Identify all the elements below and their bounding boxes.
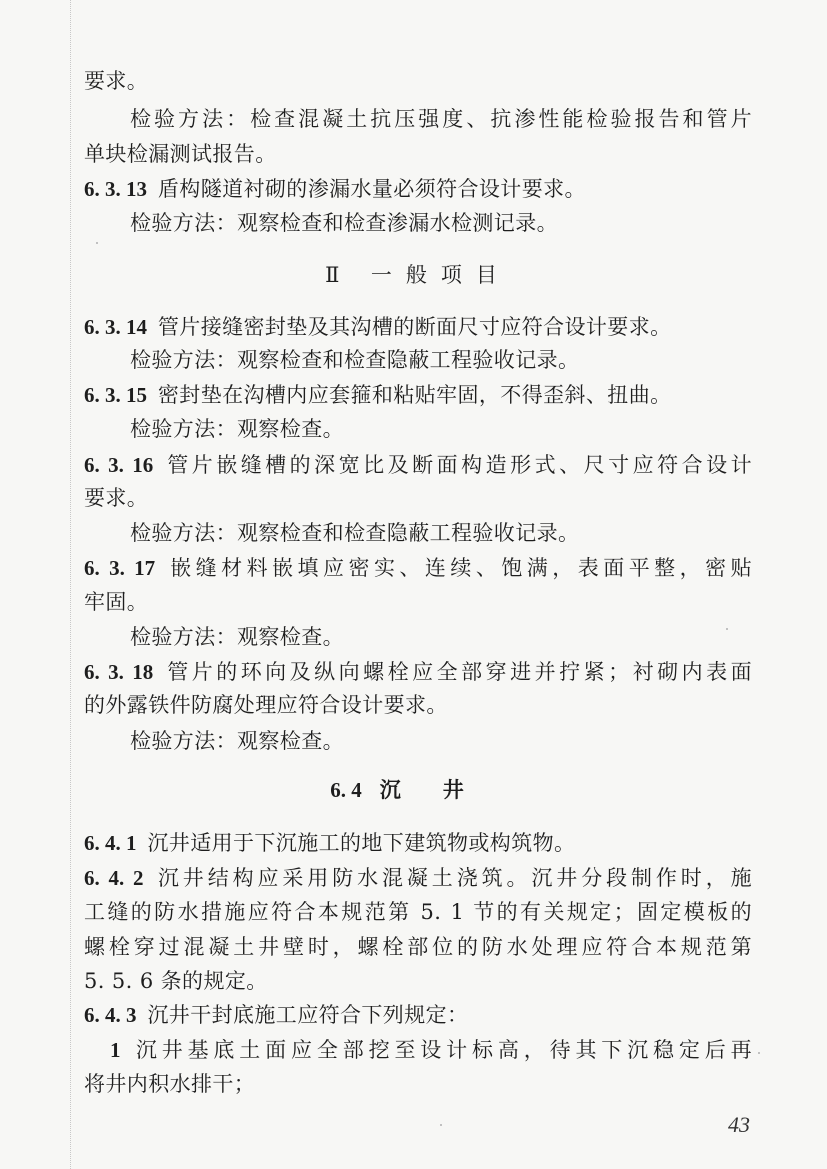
subsection-title: 一般项目	[370, 263, 511, 287]
subsection-heading	[84, 260, 752, 290]
page-number: 43	[728, 1112, 750, 1137]
line-text: 要求。	[84, 69, 149, 93]
binding-edge	[70, 0, 75, 1169]
text-line	[84, 139, 752, 169]
clause-number: 6. 4. 1	[84, 831, 137, 855]
text-line	[84, 897, 752, 927]
clause-text: 沉井干封底施工应符合下列规定：	[147, 1003, 469, 1027]
line-text: 螺栓穿过混凝土井壁时，螺栓部位的防水处理应符合本规范第	[84, 935, 752, 959]
section-title: 沉井	[379, 777, 506, 802]
scan-speck	[440, 1124, 442, 1126]
line-text: 要求。	[84, 486, 149, 510]
line-text: 检验方法：观察检查。	[130, 729, 344, 753]
text-line	[84, 587, 752, 617]
subsection-roman: Ⅱ	[325, 263, 340, 287]
item-text: 沉井基底土面应全部挖至设计标高，待其下沉稳定后再	[131, 1038, 752, 1062]
text-line	[84, 932, 752, 962]
text-line	[130, 414, 752, 444]
clause-text: 盾构隧道衬砌的渗漏水量必须符合设计要求。	[157, 177, 586, 201]
line-text: 将井内积水排干；	[84, 1072, 256, 1096]
line-text: 工缝的防水措施应符合本规范第 5. 1 节的有关规定；固定模板的	[84, 900, 752, 924]
line-text: 检验方法：观察检查。	[130, 625, 344, 649]
text-line	[130, 726, 752, 756]
clause-text: 沉井结构应采用防水混凝土浇筑。沉井分段制作时，施	[154, 866, 752, 890]
text-line	[84, 483, 752, 513]
clause-number: 6. 3. 16	[84, 453, 154, 477]
clause-text: 管片嵌缝槽的深宽比及断面构造形式、尺寸应符合设计	[164, 453, 753, 477]
line-text: 检验方法：观察检查。	[130, 417, 344, 441]
line-text: 5. 5. 6 条的规定。	[84, 969, 268, 993]
text-line	[84, 690, 752, 720]
clause-6-4-3	[84, 1000, 752, 1030]
clause-6-3-15	[84, 380, 752, 410]
text-line	[84, 966, 752, 996]
line-text: 检验方法：检查混凝土抗压强度、抗渗性能检验报告和管片	[130, 107, 752, 131]
section-number: 6. 4	[330, 778, 362, 802]
clause-number: 6. 3. 17	[84, 556, 156, 580]
scan-speck	[758, 1052, 760, 1054]
clause-6-3-14	[84, 312, 752, 342]
clause-6-3-16	[84, 450, 752, 480]
line-text: 牢固。	[84, 590, 149, 614]
clause-number: 6. 3. 18	[84, 660, 154, 684]
line-text: 单块检漏测试报告。	[84, 142, 277, 166]
text-line	[130, 622, 752, 652]
clause-6-4-2	[84, 863, 752, 893]
clause-number: 6. 3. 13	[84, 177, 147, 201]
text-line	[84, 66, 752, 96]
text-line	[130, 518, 752, 548]
clause-text: 管片接缝密封垫及其沟槽的断面尺寸应符合设计要求。	[157, 315, 672, 339]
text-line	[130, 104, 752, 134]
clause-6-4-1	[84, 828, 752, 858]
text-line	[130, 345, 752, 375]
section-heading	[84, 775, 752, 805]
line-text: 检验方法：观察检查和检查隐蔽工程验收记录。	[130, 348, 580, 372]
text-line	[130, 208, 752, 238]
clause-number: 6. 3. 15	[84, 383, 147, 407]
clause-number: 6. 4. 2	[84, 866, 144, 890]
scan-speck	[96, 242, 98, 244]
clause-number: 6. 4. 3	[84, 1003, 137, 1027]
clause-6-3-13	[84, 174, 752, 204]
item-number: 1	[110, 1038, 121, 1062]
clause-text: 嵌缝材料嵌填应密实、连续、饱满，表面平整，密贴	[166, 556, 752, 580]
clause-6-3-18	[84, 657, 752, 687]
clause-text: 管片的环向及纵向螺栓应全部穿进并拧紧；衬砌内表面	[164, 660, 753, 684]
line-text: 的外露铁件防腐处理应符合设计要求。	[84, 693, 448, 717]
clause-text: 沉井适用于下沉施工的地下建筑物或构筑物。	[147, 831, 576, 855]
clause-number: 6. 3. 14	[84, 315, 147, 339]
line-text: 检验方法：观察检查和检查隐蔽工程验收记录。	[130, 521, 580, 545]
line-text: 检验方法：观察检查和检查渗漏水检测记录。	[130, 211, 558, 235]
text-line	[84, 1069, 752, 1099]
list-item-1	[110, 1035, 752, 1065]
clause-text: 密封垫在沟槽内应套箍和粘贴牢固，不得歪斜、扭曲。	[157, 383, 672, 407]
clause-6-3-17	[84, 553, 752, 583]
